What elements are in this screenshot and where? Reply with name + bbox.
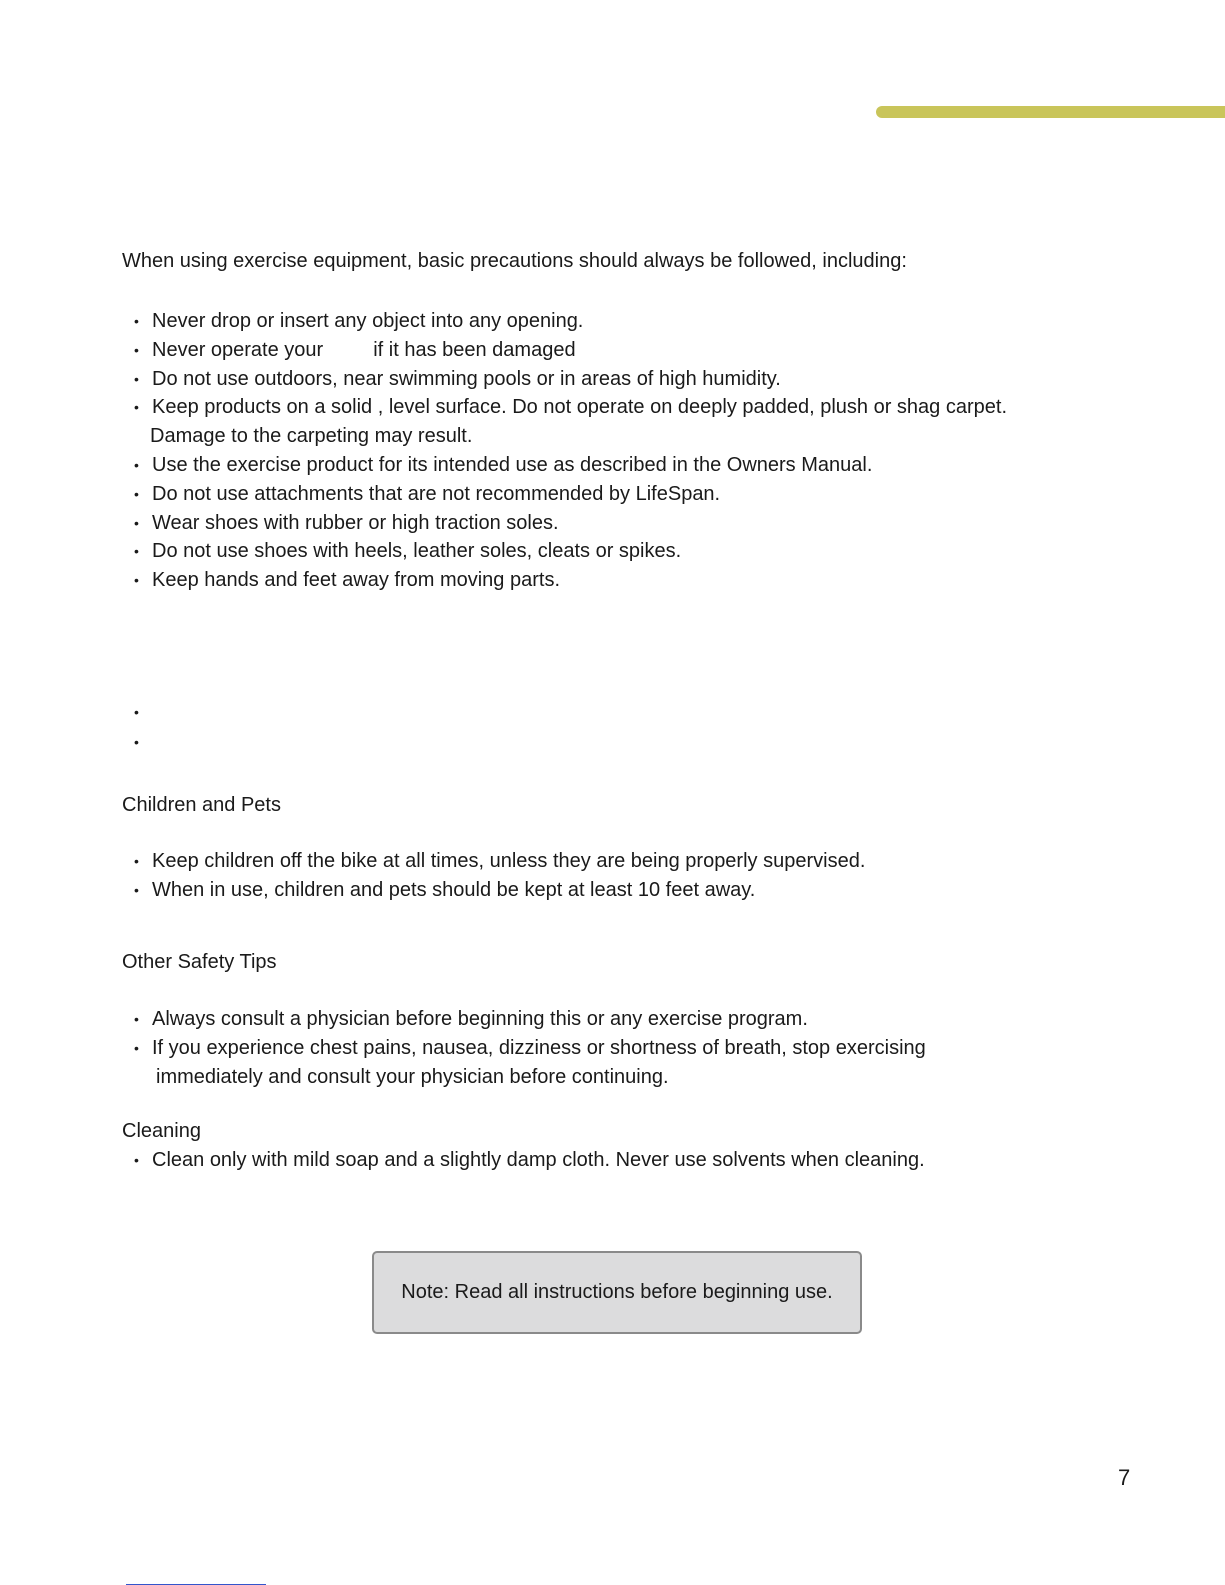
list-item: • Keep products on a solid , level surface. Do not operate on deeply padded, plush or shag carpet. Damage to the carpeting may result. [134,393,1007,451]
list-item: • Keep children off the bike at all times, unless they are being properly supervised. [134,847,865,876]
list-item: • Do not use outdoors, near swimming pools or in areas of high humidity. [134,365,1007,394]
empty-list-item [134,698,152,728]
header-accent-bar [876,106,1225,118]
children-pets-heading: Children and Pets [122,794,281,816]
empty-bullet-list [134,698,152,758]
list-item: • If you experience chest pains, nausea, dizziness or shortness of breath, stop exercising immediately and consult your physician before continuing. [134,1034,926,1092]
page-number: 7 [1118,1465,1131,1490]
list-item: • When in use, children and pets should be kept at least 10 feet away. [134,876,865,905]
list-item: • Never operate your if it has been damaged [134,336,1007,365]
list-item: • Keep hands and feet away from moving parts. [134,566,1007,595]
general-precautions-list [134,307,1007,595]
list-item: • Wear shoes with rubber or high traction soles. [134,509,1007,538]
list-item: • Always consult a physician before beginning this or any exercise program. [134,1005,926,1034]
list-item: • Never drop or insert any object into any opening. [134,307,1007,336]
other-safety-tips-heading: Other Safety Tips [122,951,277,973]
list-item: • Do not use shoes with heels, leather soles, cleats or spikes. [134,537,1007,566]
cleaning-list [134,1146,925,1175]
note-box [372,1251,862,1334]
cleaning-heading: Cleaning [122,1120,201,1142]
empty-list-item [134,728,152,758]
intro-paragraph: When using exercise equipment, basic precautions should always be followed, including: [122,250,907,272]
note-text: Note: Read all instructions before beginning use. [401,1281,833,1303]
list-item: • Use the exercise product for its intended use as described in the Owners Manual. [134,451,1007,480]
children-pets-list [134,847,865,905]
other-safety-tips-list [134,1005,926,1091]
list-item: • Do not use attachments that are not recommended by LifeSpan. [134,480,1007,509]
list-item: • Clean only with mild soap and a slightly damp cloth. Never use solvents when cleaning. [134,1146,925,1175]
